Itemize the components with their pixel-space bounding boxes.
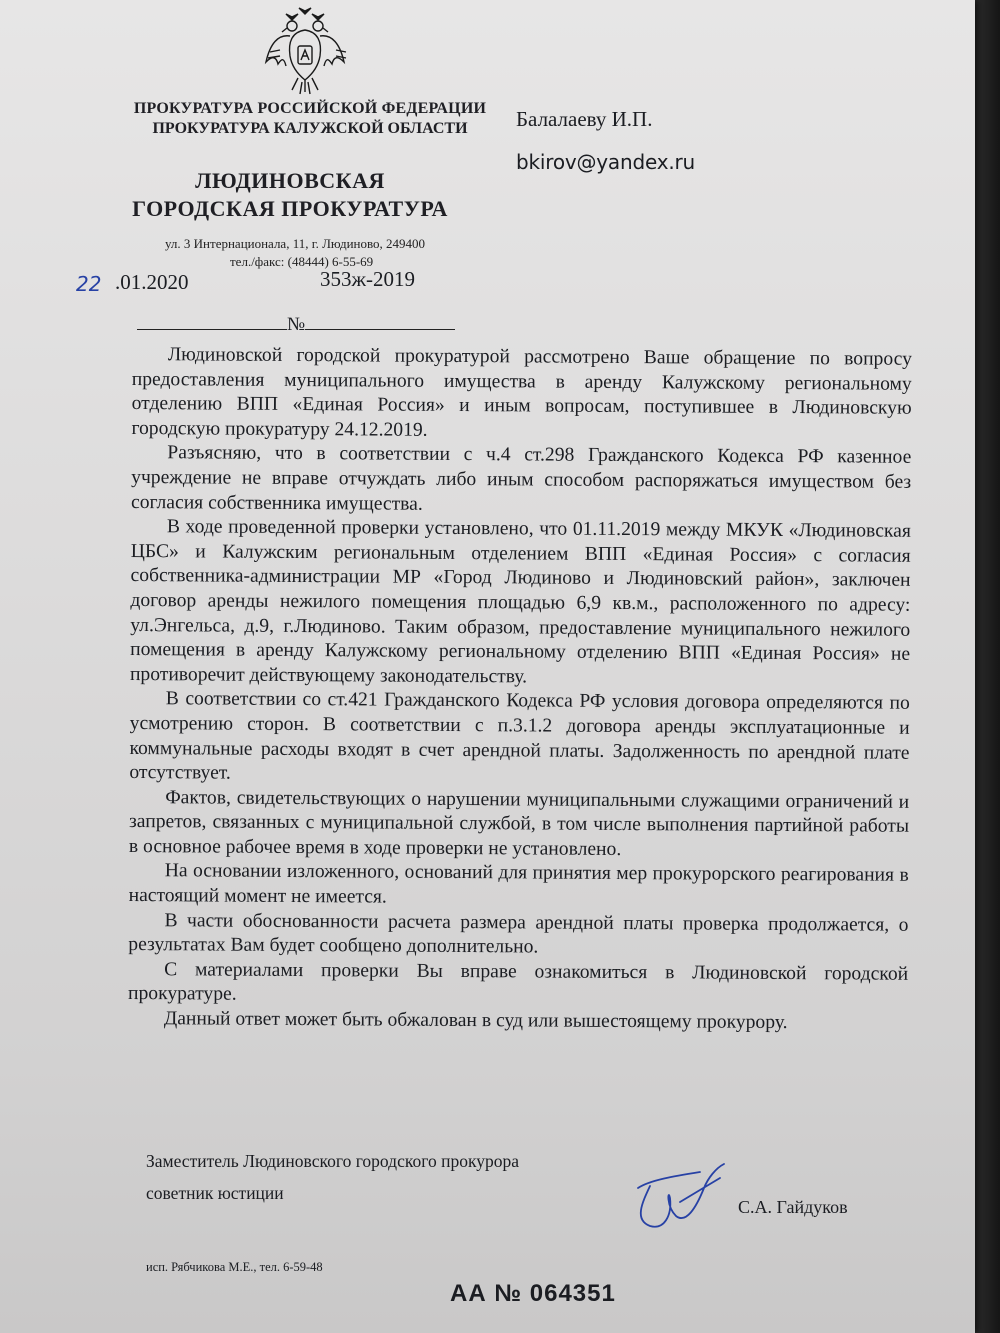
form-serial-number: АА № 064351	[450, 1280, 616, 1307]
date-printed: .01.2020	[115, 270, 189, 294]
office-address: ул. 3 Интернационала, 11, г. Людиново, 249400	[165, 236, 426, 251]
recipient-email: bkirov@yandex.ru	[516, 150, 695, 174]
registration-number: 353ж-2019	[320, 267, 416, 291]
coat-of-arms-icon	[262, 6, 348, 96]
office-line-2: ГОРОДСКАЯ ПРОКУРАТУРА	[132, 196, 448, 221]
body-paragraph: Данный ответ может быть обжалован в суд или вышестоящему прокурору.	[163, 1008, 788, 1034]
body-paragraph: На основании изложенного, оснований для принятия мер прокурорского реагирования в настоящий момент не имеется.	[128, 860, 909, 908]
signer-title: Заместитель Людиновского городского прокурора	[146, 1151, 519, 1171]
body-paragraph: В соответствии со ст.421 Гражданского Кодекса РФ условия договора определяются по усмотрению сторон. В соответствии с п.3.1.2 договора аренды эксплуатационные и коммунальные расходы входят в счет арендной платы. Задолженность по арендной плате отсутствует.	[129, 688, 910, 784]
body-paragraph: Фактов, свидетельствующих о нарушении муниципальными служащими ограничений и запретов, связанных с муниципальной службой, в том числе выполнения партийной работы в основное рабочее время в ходе проверки не установлено.	[128, 786, 910, 860]
handwritten-signature	[620, 1158, 730, 1238]
office-phone: тел./факс: (48444) 6-55-69	[230, 254, 374, 269]
org-line-2: ПРОКУРАТУРА КАЛУЖСКОЙ ОБЛАСТИ	[152, 120, 468, 137]
outgoing-number-line	[137, 312, 455, 336]
recipient-name: Балалаеву И.П.	[516, 107, 653, 131]
executor-info: исп. Рябчикова М.Е., тел. 6-59-48	[146, 1260, 323, 1274]
body-paragraph: В части обоснованности расчета размера арендной платы проверка продолжается, о результатах Вам будет сообщено дополнительно.	[128, 909, 909, 958]
body-paragraph: С материалами проверки Вы вправе ознакомиться в Людиновской городской прокуратуре.	[127, 959, 909, 1006]
letter-body	[128, 343, 912, 1036]
body-paragraph: Людиновской городской прокуратурой рассмотрено Ваше обращение по вопросу предоставления муниципального имущества в аренду Калужскому региональному отделению ВПП «Единая Россия» и иным вопросам, поступившее в Людиновскую городскую прокуратуру 24.12.2019.	[131, 344, 912, 441]
signer-rank: советник юстиции	[146, 1183, 284, 1203]
number-sign: №	[287, 314, 306, 335]
date-blank-line	[137, 312, 287, 330]
body-paragraph: В ходе проведенной проверки установлено, что 01.11.2019 между МКУК «Людиновская ЦБС» и Калужским региональным отделением ВПП «Единая Россия» с согласия собственника-администрации МР «Город Людиново и Людиновский район», заключен договор аренды нежилого помещения площадью 6,9 кв.м., расположенного по адресу: ул.Энгельса, д.9, г.Людиново. Таким образом, предоставление муниципального нежилого помещения в аренду Калужскому региональному отделению ВПП «Единая Россия» не противоречит действующему законодательству.	[129, 516, 911, 688]
body-paragraph: Разъясняю, что в соответствии с ч.4 ст.298 Гражданского Кодекса РФ казенное учреждение не вправе отчуждать либо иным способом распоряжаться имуществом без согласия собственника имущества.	[130, 442, 912, 515]
org-line-1: ПРОКУРАТУРА РОССИЙСКОЙ ФЕДЕРАЦИИ	[133, 100, 487, 117]
office-line-1: ЛЮДИНОВСКАЯ	[195, 168, 385, 193]
number-blank-line	[305, 312, 455, 330]
signer-name: С.А. Гайдуков	[738, 1197, 848, 1217]
date-handwritten-day: 22	[76, 272, 102, 296]
